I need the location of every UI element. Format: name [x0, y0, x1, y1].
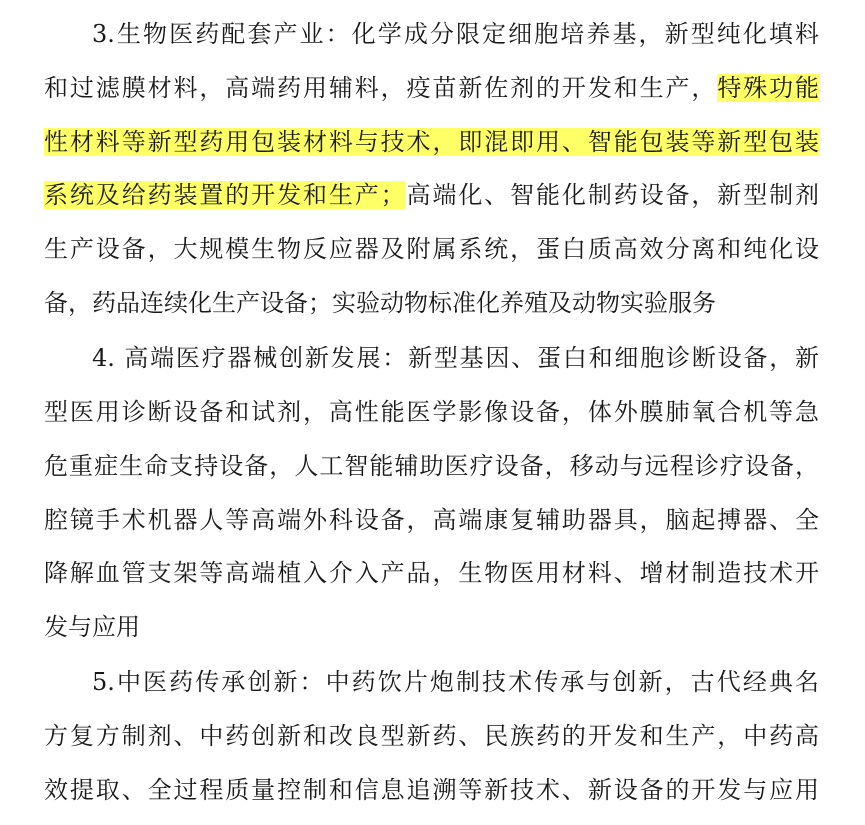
text-run: 和过滤膜材料，高端药用辅料，疫苗新佐剂的开发和生产，: [44, 74, 718, 102]
paragraph-3-line-1: [92, 14, 819, 54]
paragraph-3-line-5: [44, 229, 819, 269]
paragraph-4-line-1: [92, 338, 819, 378]
text-run: 3.生物医药配套产业：化学成分限定细胞培养基，新型纯化填料: [92, 20, 819, 48]
text-run: 生产设备，大规模生物反应器及附属系统，蛋白质高效分离和纯化设: [44, 235, 819, 263]
text-run: 型医用诊断设备和试剂，高性能医学影像设备，体外膜肺氧合机等急: [44, 398, 819, 426]
highlighted-text-run: 性材料等新型药用包装材料与技术，即混即用、智能包装等新型包装: [44, 128, 819, 156]
paragraph-4-line-2: [44, 392, 819, 432]
paragraph-4-line-4: [44, 500, 819, 540]
paragraph-3-line-4: [44, 175, 819, 215]
text-run: 腔镜手术机器人等高端外科设备，高端康复辅助器具，脑起搏器、全: [44, 506, 819, 534]
paragraph-3-line-2: [44, 68, 819, 108]
paragraph-3-line-3: [44, 122, 819, 162]
paragraph-4-line-3: [44, 446, 819, 486]
text-run: 效提取、全过程质量控制和信息追溯等新技术、新设备的开发与应用: [44, 776, 819, 804]
text-run: 备，药品连续化生产设备；实验动物标准化养殖及动物实验服务: [44, 289, 716, 317]
highlighted-text-run: 系统及给药装置的开发和生产；: [44, 181, 405, 209]
text-run: 5.中医药传承创新：中药饮片炮制技术传承与创新，古代经典名: [92, 668, 819, 696]
paragraph-5-line-3: [44, 770, 819, 810]
paragraph-4-line-6: [44, 607, 819, 647]
text-run: 降解血管支架等高端植入介入产品，生物医用材料、增材制造技术开: [44, 559, 819, 587]
paragraph-5-line-2: [44, 716, 819, 756]
text-run: 危重症生命支持设备，人工智能辅助医疗设备，移动与远程诊疗设备，: [44, 452, 819, 480]
highlighted-text-run: 特殊功能: [717, 74, 820, 102]
paragraph-5-line-1: [92, 662, 819, 702]
paragraph-4-line-5: [44, 553, 819, 593]
text-run: 高端化、智能化制药设备，新型制剂: [404, 181, 819, 209]
text-run: 发与应用: [44, 613, 140, 641]
paragraph-3-line-6: [44, 283, 819, 323]
text-run: 4. 高端医疗器械创新发展：新型基因、蛋白和细胞诊断设备，新: [92, 344, 819, 372]
text-run: 方复方制剂、中药创新和改良型新药、民族药的开发和生产，中药高: [44, 722, 819, 750]
